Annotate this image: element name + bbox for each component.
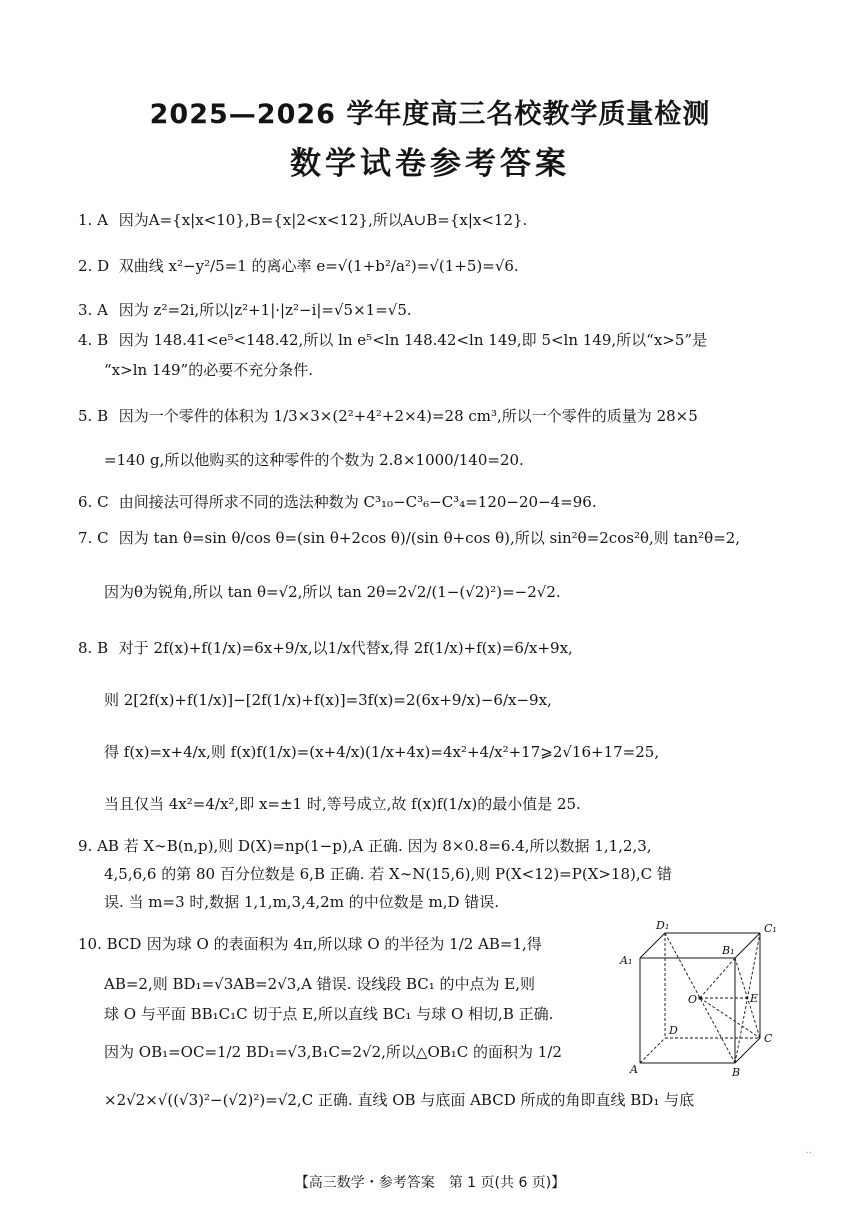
answer-number: 1. A (78, 211, 108, 229)
page-footer: 【高三数学・参考答案 第 1 页(共 6 页)】 (294, 1175, 566, 1191)
answer-text: 4,5,6,6 的第 80 百分位数是 6,B 正确. 若 X∼N(15,6),则 P(X<12)=P(X>18),C 错 (104, 865, 672, 883)
cube-figure (618, 918, 788, 1080)
cube-diagram (618, 918, 788, 1080)
answer-text: 因为 tan θ=sin θ/cos θ=(sin θ+2cos θ)/(sin θ+cos θ),所以 sin²θ=2cos²θ,则 tan²θ=2, (118, 529, 741, 547)
answer-text: 则 2[2f(x)+f(1/x)]−[2f(1/x)+f(x)]=3f(x)=2(6x+9/x)−6/x−9x, (104, 691, 552, 709)
answer-line-continued (104, 582, 561, 602)
answer-line (78, 406, 698, 426)
answer-line (78, 934, 542, 954)
label-c: C (764, 1032, 773, 1045)
answer-text: ×2√2×√((√3)²−(√2)²)=√2,C 正确. 直线 OB 与底面 ABCD 所成的角即直线 BD₁ 与底 (104, 1091, 695, 1109)
label-d: D (669, 1024, 678, 1037)
label-o: O (688, 993, 698, 1006)
edge-ad (640, 1038, 665, 1063)
answer-text: 双曲线 x²−y²/5=1 的离心率 e=√(1+b²/a²)=√(1+5)=√6. (118, 257, 519, 275)
answer-text: “x>ln 149”的必要不充分条件. (104, 361, 313, 379)
answer-line (78, 528, 740, 548)
label-d1: D₁ (656, 919, 670, 932)
answer-line-continued (104, 794, 581, 814)
answer-line (78, 210, 527, 230)
answer-line-continued (104, 360, 313, 380)
answer-text: 由间接法可得所求不同的选法种数为 C³₁₀−C³₆−C³₄=120−20−4=96. (118, 493, 597, 511)
corner-mark: ·· (805, 1148, 812, 1159)
answer-number: 6. C (78, 493, 109, 511)
point-e (746, 997, 749, 1000)
answer-line (78, 256, 519, 276)
segment-ob1 (700, 958, 735, 998)
answer-number: 8. B (78, 639, 109, 657)
answer-text: AB=2,则 BD₁=√3AB=2√3,A 错误. 设线段 BC₁ 的中点为 E,则 (104, 975, 536, 993)
answer-number: 4. B (78, 331, 109, 349)
answer-text: 因为A={x|x<10},B={x|2<x<12},所以A∪B={x|x<12}. (118, 211, 528, 229)
answer-text: 因为θ为锐角,所以 tan θ=√2,所以 tan 2θ=2√2/(1−(√2)²)=−2√2. (104, 583, 561, 601)
answer-number: 10. BCD (78, 935, 142, 953)
answer-line (78, 330, 707, 350)
label-b1: B₁ (722, 944, 735, 957)
page-title: 2025—2026 学年度高三名校教学质量检测 (149, 99, 711, 130)
answer-text: 当且仅当 4x²=4/x²,即 x=±1 时,等号成立,故 f(x)f(1/x)的最小值是 25. (104, 795, 581, 813)
answer-line (78, 638, 573, 658)
answer-line-continued (104, 450, 524, 470)
answer-text: 若 X∼B(n,p),则 D(X)=np(1−p),A 正确. 因为 8×0.8=6.4,所以数据 1,1,2,3, (123, 837, 652, 855)
answer-number: 7. C (78, 529, 109, 547)
answer-text: =140 g,所以他购买的这种零件的个数为 2.8×1000/140=20. (104, 451, 524, 469)
answer-line (78, 300, 412, 320)
answer-line-continued (104, 892, 499, 912)
answer-number: 2. D (78, 257, 110, 275)
answer-line (78, 836, 652, 856)
label-b: B (732, 1066, 741, 1079)
answer-text: 对于 2f(x)+f(1/x)=6x+9/x,以1/x代替x,得 2f(1/x)+f(x)=6/x+9x, (118, 639, 573, 657)
answer-text: 误. 当 m=3 时,数据 1,1,m,3,4,2m 的中位数是 m,D 错误. (104, 893, 500, 911)
answer-text: 得 f(x)=x+4/x,则 f(x)f(1/x)=(x+4/x)(1/x+4x)=4x²+4/x²+17⩾2√16+17=25, (104, 743, 660, 761)
answer-line-continued (104, 864, 672, 884)
answer-number: 9. AB (78, 837, 119, 855)
edge-a1d1 (640, 933, 665, 958)
page-subtitle: 数学试卷参考答案 (290, 146, 570, 182)
answer-line-continued (104, 690, 552, 710)
point-o (698, 996, 701, 999)
answer-line-continued (104, 1042, 562, 1062)
label-a: A (630, 1063, 638, 1076)
answer-number: 3. A (78, 301, 108, 319)
answer-text: 球 O 与平面 BB₁C₁C 切于点 E,所以直线 BC₁ 与球 O 相切,B 正确. (104, 1005, 554, 1023)
answer-line (78, 492, 597, 512)
answer-text: 因为 OB₁=OC=1/2 BD₁=√3,B₁C=2√2,所以△OB₁C 的面积为 1/2 (104, 1043, 562, 1061)
answer-line-continued (104, 974, 535, 994)
answer-text: 因为一个零件的体积为 1/3×3×(2²+4²+2×4)=28 cm³,所以一个零件的质量为 28×5 (118, 407, 698, 425)
answer-line-continued (104, 742, 659, 762)
answer-line-continued (104, 1090, 694, 1110)
answer-text: 因为 z²=2i,所以|z²+1|·|z²−i|=√5×1=√5. (118, 301, 412, 319)
label-a1: A₁ (620, 954, 633, 967)
label-e: E (750, 992, 759, 1005)
answer-number: 5. B (78, 407, 109, 425)
label-c1: C₁ (764, 922, 777, 935)
answer-text: 因为球 O 的表面积为 4π,所以球 O 的半径为 1/2 AB=1,得 (146, 935, 542, 953)
answer-text: 因为 148.41<e⁵<148.42,所以 ln e⁵<ln 148.42<ln 149,即 5<ln 149,所以“x>5”是 (118, 331, 708, 349)
answer-line-continued (104, 1004, 553, 1024)
